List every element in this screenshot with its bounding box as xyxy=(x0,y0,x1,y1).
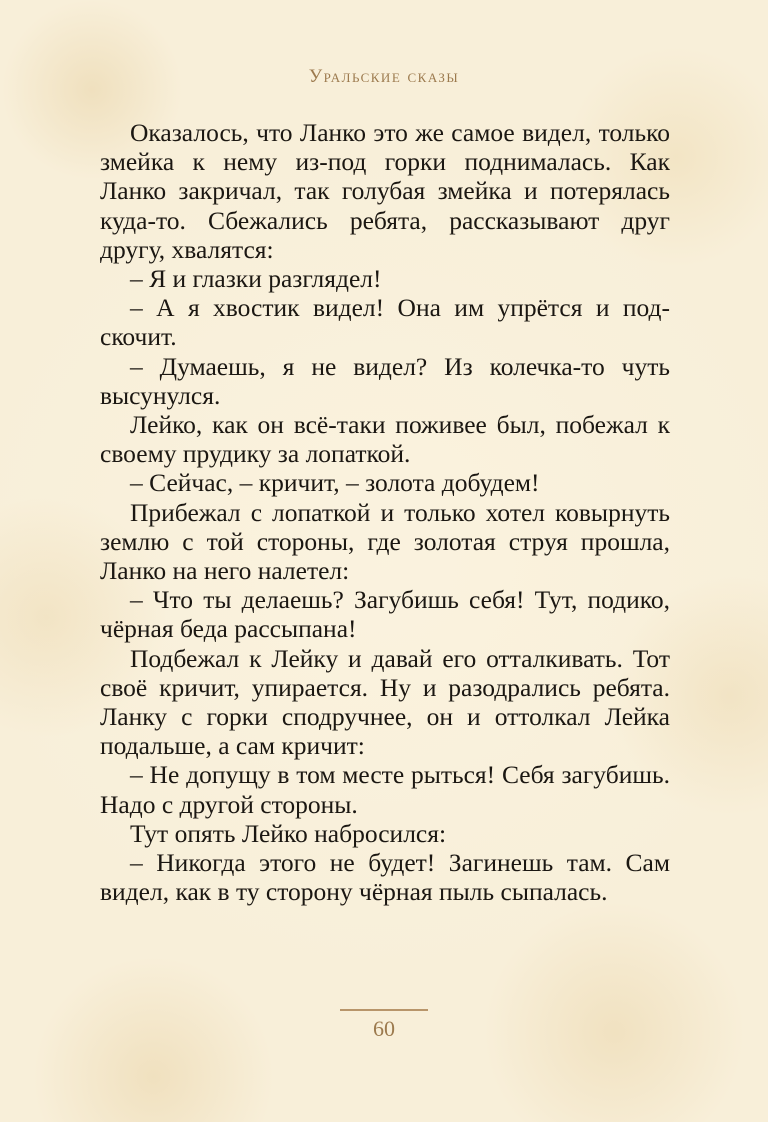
body-text xyxy=(100,118,670,906)
paragraph: Оказалось, что Ланко это же самое видел, только змейка к нему из-под горки поднималась. Как Ланко закричал, так голубая змейка и потерялась куда-то. Сбежались ребята, рассказывают друг другу, хвалятся: xyxy=(100,118,670,264)
paragraph: Прибежал с лопаткой и только хотел ковырнуть землю с той стороны, где золотая струя прошла, Ланко на него налетел: xyxy=(100,497,670,586)
paragraph: – Сейчас, – кричит, – золота добудем! xyxy=(130,468,540,498)
running-title: Уральские сказы xyxy=(308,66,460,87)
footer-divider xyxy=(340,1009,428,1011)
paragraph: – Не допущу в том месте рыться! Себя загубишь. Надо с другой стороны. xyxy=(100,760,670,819)
paragraph: – Думаешь, я не видел? Из колечка-то чуть высунулся. xyxy=(100,351,670,410)
paragraph: – Я и глазки разглядел! xyxy=(130,264,382,294)
paragraph: – Никогда этого не будет! Загинешь там. Сам видел, как в ту сторону чёрная пыль сыпалась. xyxy=(100,848,670,907)
paragraph: – Что ты делаешь? Загубишь себя! Тут, подико, чёрная беда рассыпана! xyxy=(100,585,670,644)
page-number: 60 xyxy=(373,1016,395,1041)
paragraph: Лейко, как он всё-таки поживее был, побежал к своему прудику за лопаткой. xyxy=(100,410,670,469)
paragraph: Тут опять Лейко набросился: xyxy=(130,818,447,848)
paragraph: – А я хвостик видел! Она им упрётся и подскочит. xyxy=(100,293,670,352)
paragraph: Подбежал к Лейку и давай его отталкивать. Тот своё кричит, упирается. Ну и разодрались ребята. Ланку с горки сподручнее, он и оттолкал Лейка подальше, а сам кричит: xyxy=(100,643,670,761)
